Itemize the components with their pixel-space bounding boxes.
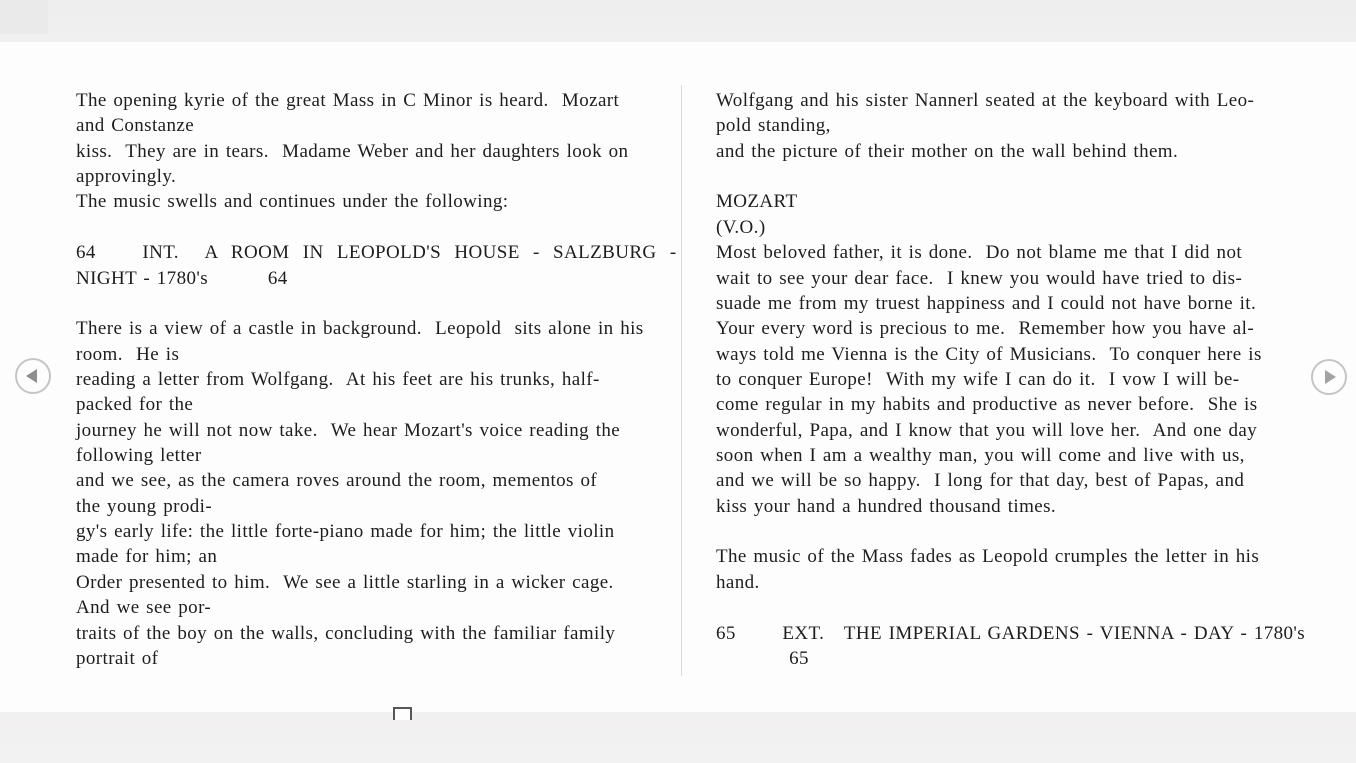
blank-line <box>76 215 654 240</box>
blank-line <box>716 595 1296 620</box>
script-line: and the picture of their mother on the wall behind them. <box>716 140 1179 162</box>
script-line: ways told me Vienna is the City of Musicians. To conquer here is <box>716 343 1262 365</box>
blank-line <box>716 519 1296 544</box>
script-line: and we see, as the camera roves around the room, mementos of <box>76 470 598 492</box>
right-arrow-icon <box>1325 370 1336 384</box>
script-line: portrait of <box>76 647 159 669</box>
script-line: hand. <box>716 571 760 593</box>
script-line: The opening kyrie of the great Mass in C Minor is heard. Mozart <box>76 90 620 111</box>
script-line: Your every word is precious to me. Remember how you have al- <box>716 318 1255 340</box>
blank-line <box>76 291 654 316</box>
script-line: the young prodi- <box>76 495 213 517</box>
script-line: kiss. They are in tears. Madame Weber and her daughters look on <box>76 140 629 162</box>
script-line: come regular in my habits and productive as never before. She is <box>716 394 1258 416</box>
script-line: Most beloved father, it is done. Do not blame me that I did not <box>716 242 1243 264</box>
script-line: The music of the Mass fades as Leopold crumples the letter in his <box>716 546 1260 568</box>
script-line: and Constanze <box>76 115 195 137</box>
script-line: The music swells and continues under the following: <box>76 191 509 213</box>
script-line: packed for the <box>76 394 194 416</box>
script-line: soon when I am a wealthy man, you will come and live with us, <box>716 445 1245 467</box>
bottom-bar <box>0 712 1356 763</box>
scene-heading-65-continued: 65 <box>716 647 809 669</box>
character-cue-mozart: MOZART <box>716 191 798 213</box>
top-bar <box>0 0 1356 42</box>
script-line: reading a letter from Wolfgang. At his feet are his trunks, half- <box>76 368 600 390</box>
blank-line <box>716 164 1296 189</box>
checkbox-marker[interactable] <box>393 707 412 720</box>
script-line: made for him; an <box>76 546 218 568</box>
page-divider <box>681 85 682 676</box>
script-line: room. He is <box>76 343 180 365</box>
voice-over-cue: (V.O.) <box>716 216 766 238</box>
top-bar-corner <box>0 0 48 34</box>
script-line: to conquer Europe! With my wife I can do it. I vow I will be- <box>716 368 1240 390</box>
scene-heading-65: 65 EXT. THE IMPERIAL GARDENS - VIENNA - DAY - 1780's <box>716 622 1306 644</box>
script-line: Order presented to him. We see a little starling in a wicker cage. <box>76 571 614 593</box>
script-line: and we will be so happy. I long for that day, best of Papas, and <box>716 470 1245 492</box>
next-page-button[interactable] <box>1311 359 1347 395</box>
script-line: Wolfgang and his sister Nannerl seated at the keyboard with Leo- <box>716 90 1255 111</box>
script-line: And we see por- <box>76 597 212 619</box>
scene-heading-64: 64 INT. A ROOM IN LEOPOLD'S HOUSE - SALZBURG - <box>76 242 677 264</box>
script-line: suade me from my truest happiness and I could not have borne it. <box>716 292 1257 314</box>
script-line: traits of the boy on the walls, concluding with the familiar family <box>76 622 616 644</box>
scene-heading-64-continued: NIGHT - 1780's 64 <box>76 267 288 289</box>
script-line: approvingly. <box>76 166 177 188</box>
page-right <box>716 88 1306 671</box>
left-arrow-icon <box>26 369 37 383</box>
page-left <box>76 88 677 671</box>
script-line: wonderful, Papa, and I know that you will love her. And one day <box>716 419 1258 441</box>
script-line: wait to see your dear face. I knew you would have tried to dis- <box>716 267 1243 289</box>
prev-page-button[interactable] <box>15 358 51 394</box>
script-line: pold standing, <box>716 115 831 137</box>
script-line: gy's early life: the little forte-piano made for him; the little violin <box>76 521 615 543</box>
script-line: There is a view of a castle in background. Leopold sits alone in his <box>76 318 644 340</box>
script-line: kiss your hand a hundred thousand times. <box>716 495 1057 517</box>
script-line: journey he will not now take. We hear Mozart's voice reading the <box>76 419 621 441</box>
script-line: following letter <box>76 445 202 467</box>
